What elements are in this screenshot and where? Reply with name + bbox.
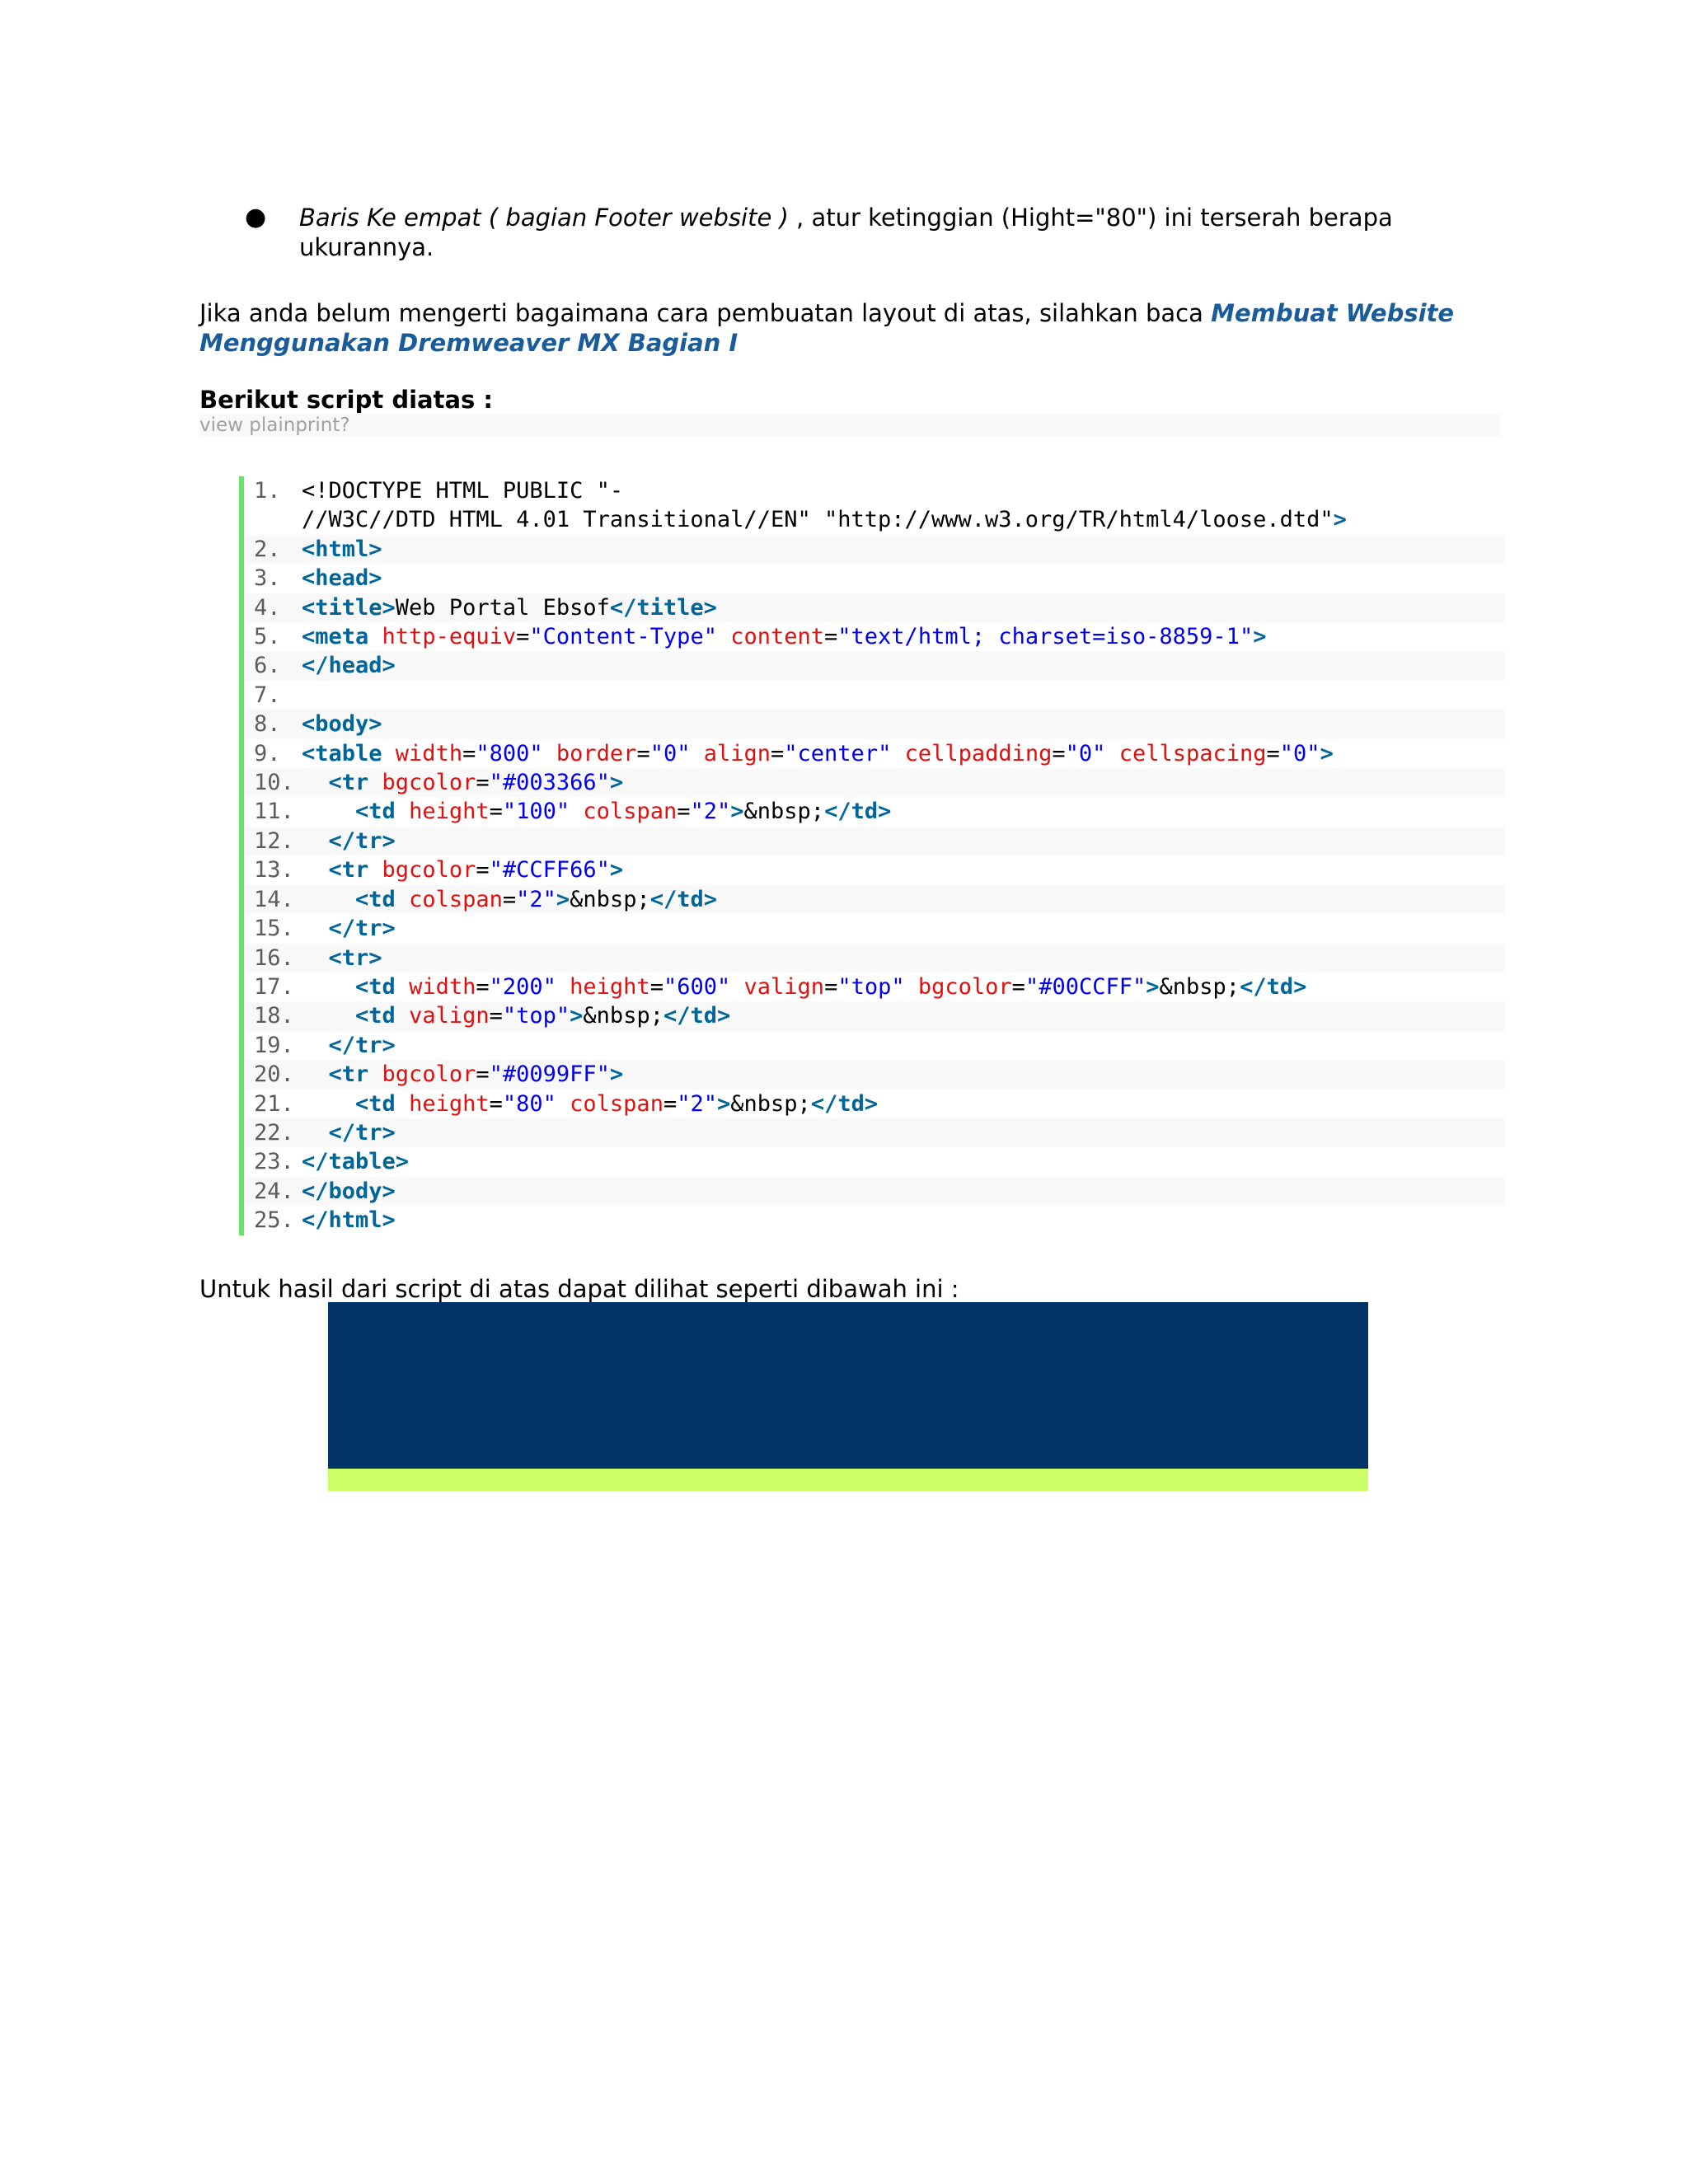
code-token [302, 1003, 355, 1029]
line-number: 11. [254, 799, 294, 825]
code-token: = [636, 740, 650, 766]
code-token: "#CCFF66" [489, 857, 610, 883]
code-token: valign [743, 973, 825, 1000]
code-token: = [1266, 740, 1280, 766]
code-token [302, 916, 329, 941]
line-number: 21. [254, 1090, 294, 1117]
code-token: http-equiv [382, 624, 517, 650]
code-token: <td [355, 1003, 410, 1029]
intro-paragraph [199, 298, 1518, 358]
code-token [302, 1120, 329, 1146]
code-token: <td [355, 1090, 410, 1117]
line-number: 13. [254, 857, 294, 883]
code-token: </tr> [328, 916, 396, 942]
preview-nav-row [328, 1469, 1368, 1491]
code-token: <body> [302, 711, 382, 738]
code-token: > [717, 1090, 731, 1117]
code-token: colspan [583, 799, 678, 825]
code-token: <td [355, 973, 410, 1000]
code-token: > [730, 799, 744, 825]
code-token: bgcolor [382, 857, 476, 883]
code-source [302, 1206, 1505, 1235]
code-token: <head> [302, 565, 382, 592]
code-source [302, 768, 1505, 797]
code-token: "top" [837, 973, 918, 1000]
code-token: width [395, 740, 463, 766]
code-token: </tr> [328, 1119, 396, 1146]
code-token: = [677, 799, 691, 825]
code-line [244, 651, 1505, 680]
code-token: width [409, 973, 476, 1000]
code-token: > [609, 770, 624, 796]
code-token: <meta [302, 624, 382, 650]
code-token: </td> [1240, 973, 1307, 1000]
code-line [244, 1177, 1505, 1206]
code-token: bgcolor [382, 1062, 476, 1088]
code-token: "Content-Type" [529, 624, 731, 650]
code-token [302, 1091, 355, 1117]
line-number: 22. [254, 1119, 294, 1146]
code-token: "800" [476, 740, 556, 766]
view-plain-link[interactable]: view plain [199, 415, 296, 436]
code-token: = [663, 1090, 678, 1117]
line-number: 23. [254, 1149, 294, 1175]
code-token: <tr [328, 1062, 382, 1088]
code-line [244, 768, 1505, 797]
code-source [302, 1031, 1505, 1060]
code-token [302, 828, 329, 854]
line-number: 9. [254, 740, 281, 766]
code-line [244, 827, 1505, 855]
code-token: </title> [609, 594, 717, 621]
code-line [244, 593, 1505, 622]
code-line [244, 885, 1505, 914]
code-source [302, 710, 1505, 738]
code-line [244, 1118, 1505, 1147]
code-source [302, 651, 1505, 680]
code-token: "top" [502, 1003, 570, 1029]
code-token: > [1333, 507, 1347, 533]
line-number: 25. [254, 1207, 294, 1234]
code-line [244, 739, 1505, 768]
bullet-rest-text: , atur ketinggian (Hight="80") ini terserah berapa ukurannya. [299, 204, 1393, 261]
code-token: "2" [516, 886, 556, 912]
line-number: 12. [254, 827, 294, 854]
tutorial-link[interactable]: Membuat Website Menggunakan Dremweaver MX Bagian I [199, 299, 1455, 357]
code-line [244, 681, 1505, 710]
code-source [302, 1177, 1505, 1206]
bullet-dot-icon: ● [245, 203, 267, 232]
code-token: &nbsp; [583, 1003, 663, 1029]
code-token: <table [302, 740, 396, 766]
code-token: height [409, 1090, 490, 1117]
code-token [302, 857, 329, 883]
code-line [244, 710, 1505, 738]
code-token: <title> [302, 594, 396, 621]
code-token: "#00CCFF" [1025, 973, 1146, 1000]
line-number: 17. [254, 973, 294, 1000]
line-number: 16. [254, 944, 294, 971]
code-token [302, 770, 329, 795]
code-token: "100" [502, 799, 584, 825]
line-number: 1. [254, 478, 281, 504]
code-source [302, 914, 1505, 943]
code-line [244, 797, 1505, 826]
line-number: 20. [254, 1062, 294, 1088]
code-token: = [824, 973, 838, 1000]
code-line [244, 972, 1505, 1001]
preview-header-row [328, 1302, 1368, 1469]
code-token: colspan [409, 886, 503, 912]
code-source [302, 681, 1505, 710]
code-token: = [489, 1003, 503, 1029]
code-token: "80" [502, 1090, 570, 1117]
code-token: "2" [677, 1090, 717, 1117]
code-token: </head> [302, 653, 396, 679]
code-token: = [1052, 740, 1066, 766]
code-token: content [730, 624, 825, 650]
code-source [302, 1090, 1505, 1118]
code-line [244, 944, 1505, 972]
code-token: > [570, 1003, 584, 1029]
code-token: Web Portal Ebsof [395, 594, 610, 621]
code-line [244, 1147, 1505, 1176]
bullet-item [247, 203, 1442, 262]
code-token [302, 974, 355, 1000]
code-token: "0" [649, 740, 704, 766]
code-source [302, 564, 1505, 593]
code-token: &nbsp; [1159, 973, 1240, 1000]
code-token: = [771, 740, 785, 766]
code-token: > [1320, 740, 1334, 766]
line-number: 8. [254, 711, 281, 738]
code-source [302, 622, 1505, 651]
code-line [244, 1001, 1505, 1030]
line-number: 3. [254, 565, 281, 592]
code-token: = [649, 973, 663, 1000]
code-token: = [516, 624, 530, 650]
code-token: > [556, 886, 570, 912]
line-number: 2. [254, 536, 281, 562]
code-token: &nbsp; [570, 886, 650, 912]
code-token: = [462, 740, 476, 766]
code-token: > [1253, 624, 1267, 650]
code-source [302, 739, 1505, 768]
code-source [302, 1001, 1505, 1030]
code-source [302, 972, 1505, 1001]
code-token: </td> [649, 886, 717, 912]
code-token: <html> [302, 536, 382, 562]
code-token: > [1146, 973, 1160, 1000]
code-line [244, 622, 1505, 651]
code-token: &nbsp; [743, 799, 825, 825]
code-source [302, 827, 1505, 855]
code-token: bgcolor [382, 770, 476, 796]
code-block [239, 476, 1505, 1235]
code-token: </html> [302, 1207, 396, 1234]
print-link[interactable]: print [295, 415, 340, 436]
line-number: 5. [254, 624, 281, 650]
code-token: &nbsp; [730, 1090, 811, 1117]
code-token: "200" [489, 973, 570, 1000]
code-token: </tr> [328, 1032, 396, 1058]
code-token: cellpadding [904, 740, 1053, 766]
code-token: "#0099FF" [489, 1062, 610, 1088]
code-token [302, 945, 329, 971]
code-line [244, 1090, 1505, 1118]
code-line [244, 476, 1505, 535]
code-line [244, 1060, 1505, 1089]
line-number: 6. [254, 653, 281, 679]
code-toolbar [199, 414, 1500, 437]
code-token [302, 887, 355, 912]
code-token: <tr [328, 770, 382, 796]
line-number: 18. [254, 1003, 294, 1029]
code-token: cellspacing [1118, 740, 1267, 766]
code-token: = [1011, 973, 1025, 1000]
code-token: <tr> [328, 944, 382, 971]
code-source [302, 885, 1505, 914]
code-token: "#003366" [489, 770, 610, 796]
code-token: </td> [810, 1090, 879, 1117]
result-caption: Untuk hasil dari script di atas dapat dilihat seperti dibawah ini : [199, 1275, 959, 1303]
code-token: > [609, 1062, 624, 1088]
code-token: colspan [570, 1090, 663, 1117]
line-number: 7. [254, 682, 281, 708]
code-token: </body> [302, 1178, 396, 1204]
code-token: = [476, 770, 490, 796]
code-source [302, 944, 1505, 972]
code-token: </td> [663, 1003, 731, 1029]
bullet-italic-text: Baris Ke empat ( bagian Footer website ) [299, 204, 789, 232]
code-token: <!DOCTYPE HTML PUBLIC "- //W3C//DTD HTML 4.01 Transitional//EN" "http://www.w3.org/TR/html4/loose.dtd" [302, 478, 1334, 533]
code-source [302, 1147, 1505, 1176]
code-line [244, 1031, 1505, 1060]
code-token [302, 1062, 329, 1087]
code-source [302, 1118, 1505, 1147]
code-token: <tr [328, 857, 382, 883]
code-source [302, 476, 1505, 535]
code-token: > [609, 857, 624, 883]
code-token: height [409, 799, 490, 825]
intro-text: Jika anda belum mengerti bagaimana cara pembuatan layout di atas, silahkan baca [199, 299, 1212, 327]
help-link[interactable]: ? [340, 415, 350, 436]
code-source [302, 535, 1505, 564]
code-token: "600" [663, 973, 744, 1000]
code-token: "text/html; charset=iso-8859-1" [837, 624, 1254, 650]
code-token: = [489, 799, 503, 825]
code-token: = [476, 1062, 490, 1088]
code-token: "0" [1065, 740, 1119, 766]
code-token: border [556, 740, 637, 766]
code-token: "0" [1279, 740, 1320, 766]
code-token: "center" [784, 740, 905, 766]
code-token: = [824, 624, 838, 650]
code-source [302, 593, 1505, 622]
code-line [244, 535, 1505, 564]
line-number: 4. [254, 594, 281, 621]
line-number: 15. [254, 916, 294, 942]
code-token: </td> [824, 799, 892, 825]
code-token [302, 1033, 329, 1058]
code-line [244, 855, 1505, 884]
line-number: 14. [254, 886, 294, 912]
code-token [302, 682, 315, 708]
line-number: 19. [254, 1032, 294, 1058]
code-token: </tr> [328, 827, 396, 854]
code-token: valign [409, 1003, 490, 1029]
code-token: "2" [690, 799, 731, 825]
code-line [244, 914, 1505, 943]
code-token: <td [355, 886, 410, 912]
line-number: 10. [254, 770, 294, 796]
code-line [244, 564, 1505, 593]
code-token: = [489, 1090, 503, 1117]
code-token: height [570, 973, 650, 1000]
bullet-text [299, 203, 1442, 262]
code-source [302, 1060, 1505, 1089]
code-token: </table> [302, 1149, 410, 1175]
code-source [302, 797, 1505, 826]
code-source [302, 855, 1505, 884]
code-token: align [703, 740, 771, 766]
code-token: bgcolor [917, 973, 1012, 1000]
code-token: = [502, 886, 517, 912]
code-token [302, 799, 355, 824]
code-token: = [476, 857, 490, 883]
code-line [244, 1206, 1505, 1235]
code-token: = [476, 973, 490, 1000]
code-token: <td [355, 799, 410, 825]
script-heading: Berikut script diatas : [199, 386, 493, 414]
line-number: 24. [254, 1178, 294, 1204]
